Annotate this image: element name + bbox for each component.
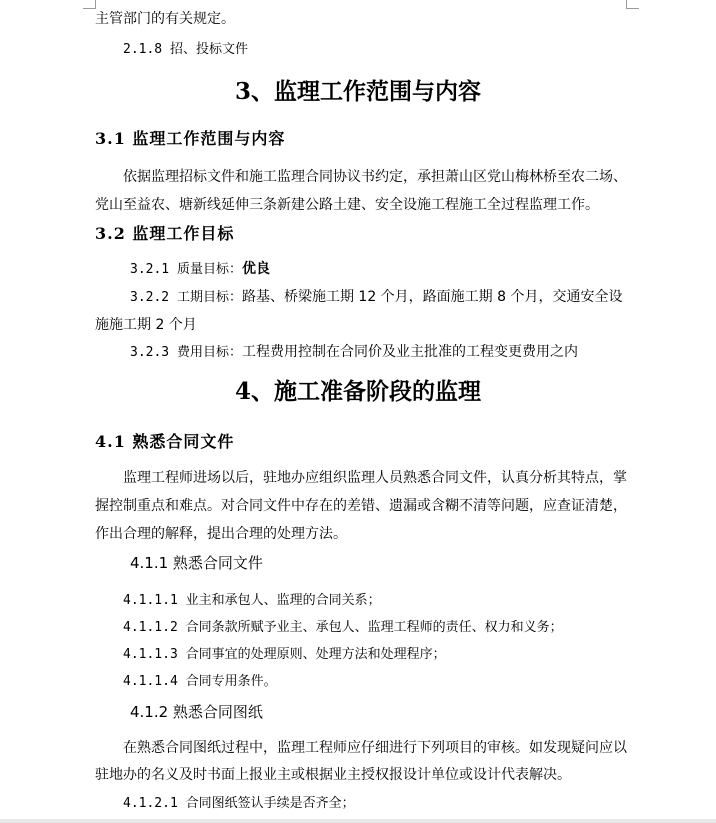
goal-schedule-label: 3.2.2 工期目标： [130, 290, 242, 305]
chapter-4-heading: 4、施工准备阶段的监理 [234, 378, 481, 405]
list-item-4-1-1-1: 4.1.1.1 业主和承包人、监理的合同关系； [123, 593, 381, 608]
paragraph-4-1-line-1: 监理工程师进场以后，驻地办应组织监理人员熟悉合同文件，认真分析其特点，掌 [123, 470, 627, 486]
page-bottom-edge [0, 819, 716, 823]
list-item-4-1-1-3: 4.1.1.3 合同事宜的处理原则、处理方法和处理程序； [123, 647, 446, 662]
margin-corner-top-right [626, 0, 639, 9]
goal-schedule [130, 288, 623, 307]
paragraph-4-1-2-line-1: 在熟悉合同图纸过程中，监理工程师应仔细进行下列项目的审核。如发现疑问应以 [123, 740, 627, 756]
continued-text-line: 主管部门的有关规定。 [95, 11, 235, 27]
paragraph-3-1-line-1: 依据监理招标文件和施工监理合同协议书约定，承担萧山区党山梅林桥至农二场、 [123, 169, 627, 185]
goal-quality-label: 3.2.1 质量目标： [130, 262, 242, 277]
goal-schedule-continued: 施施工期 2 个月 [95, 317, 197, 333]
subsection-4-1-1-heading: 4.1.1 熟悉合同文件 [130, 554, 263, 572]
list-item-4-1-1-4: 4.1.1.4 合同专用条件。 [123, 674, 277, 689]
goal-cost-value: 工程费用控制在合同价及业主批准的工程变更费用之内 [241, 344, 578, 360]
section-4-1-heading: 4.1 熟悉合同文件 [95, 432, 235, 451]
goal-cost [130, 343, 578, 362]
chapter-3-heading: 3、监理工作范围与内容 [234, 78, 481, 105]
goal-cost-label: 3.2.3 费用目标： [130, 345, 242, 360]
list-item-4-1-1-2: 4.1.1.2 合同条款所赋予业主、承包人、监理工程师的责任、权力和义务； [123, 620, 563, 635]
goal-quality [130, 260, 270, 279]
section-3-1-heading: 3.1 监理工作范围与内容 [95, 129, 286, 148]
section-3-2-heading: 3.2 监理工作目标 [95, 224, 235, 243]
subsection-4-1-2-heading: 4.1.2 熟悉合同图纸 [130, 703, 263, 721]
goal-schedule-value: 路基、桥梁施工期 12 个月，路面施工期 8 个月，交通安全设 [241, 289, 623, 305]
paragraph-4-1-line-3: 作出合理的解释，提出合理的处理方法。 [95, 526, 347, 542]
list-item-4-1-2-1: 4.1.2.1 合同图纸签认手续是否齐全； [123, 796, 355, 811]
clause-2-1-8: 2.1.8 招、投标文件 [123, 42, 248, 57]
goal-quality-value: 优良 [241, 261, 270, 277]
margin-corner-top-left [83, 0, 96, 9]
paragraph-3-1-line-2: 党山至益农、塘新线延伸三条新建公路土建、安全设施工程施工全过程监理工作。 [95, 197, 599, 213]
paragraph-4-1-line-2: 握控制重点和难点。对合同文件中存在的差错、遗漏或含糊不清等问题，应查证清楚， [95, 498, 627, 514]
paragraph-4-1-2-line-2: 驻地办的名义及时书面上报业主或根据业主授权报设计单位或设计代表解决。 [95, 767, 571, 783]
